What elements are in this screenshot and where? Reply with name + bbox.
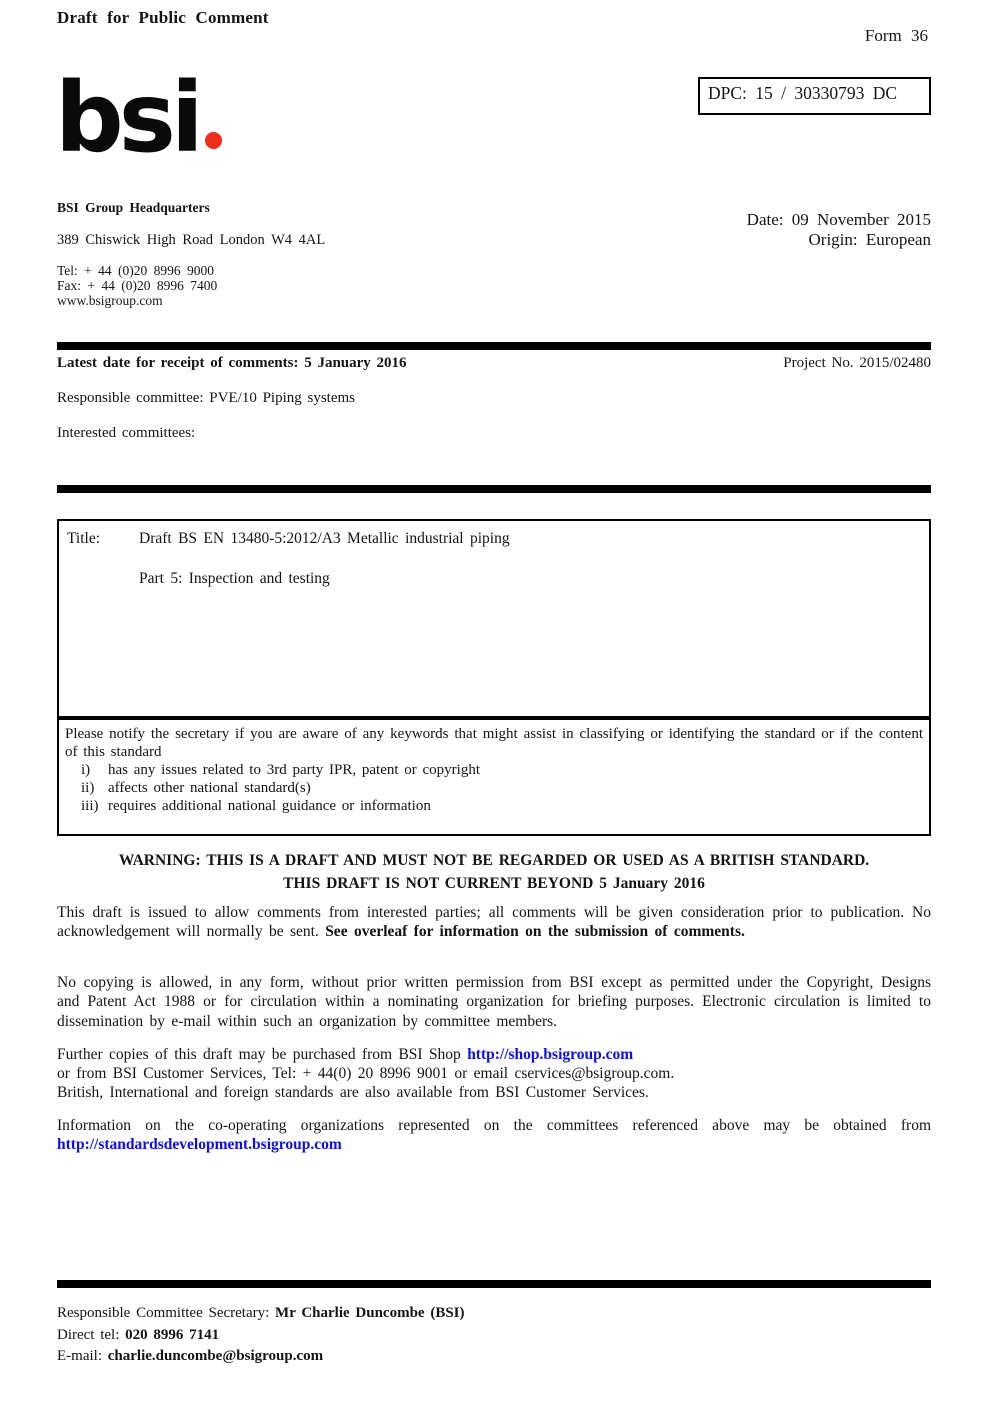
paragraph-further-copies-line3: British, International and foreign standards are also available from BSI Customer Services. — [57, 1083, 649, 1101]
page-title: Draft for Public Comment — [57, 8, 269, 27]
org-fax: Fax: + 44 (0)20 8996 7400 — [57, 278, 218, 293]
paragraph-further-copies-line2: or from BSI Customer Services, Tel: + 44(0) 20 8996 9001 or email cservices@bsigroup.com. — [57, 1064, 675, 1082]
footer-contact-block — [57, 1303, 465, 1368]
org-tel: Tel: + 44 (0)20 8996 9000 — [57, 263, 215, 278]
org-name: BSI Group Headquarters — [57, 200, 210, 215]
divider-bar-middle — [57, 485, 931, 493]
divider-bar-bottom — [57, 1280, 931, 1288]
standard-title-line2: Part 5: Inspection and testing — [139, 570, 330, 587]
title-label: Title: — [67, 530, 101, 547]
footer-tel-line — [57, 1325, 465, 1347]
warning-line2: THIS DRAFT IS NOT CURRENT BEYOND 5 January 2016 — [283, 875, 705, 892]
paragraph-draft-issued-bold: See overleaf for information on the submission of comments. — [325, 923, 745, 941]
direct-tel-value: 020 8996 7141 — [125, 1326, 220, 1343]
warning-notice — [57, 849, 931, 895]
document-date: Date: 09 November 2015 — [746, 210, 931, 229]
date-origin-block — [747, 210, 931, 250]
responsible-committee: Responsible committee: PVE/10 Piping systems — [57, 390, 355, 406]
bsi-logo-text: bsi — [55, 62, 199, 174]
keywords-intro: Please notify the secretary if you are aware of any keywords that might assist in classifying or identifying the standard or if the content of this standard — [65, 726, 923, 760]
org-website: www.bsigroup.com — [57, 293, 163, 308]
keywords-item-i — [81, 761, 923, 779]
dpc-number: DPC: 15 / 30330793 DC — [708, 83, 898, 103]
dpc-number-box — [698, 77, 931, 115]
keywords-item-i-marker: i) — [81, 762, 91, 778]
secretary-name: Mr Charlie Duncombe (BSI) — [275, 1305, 465, 1321]
footer-email-line — [57, 1346, 465, 1368]
latest-date-label: Latest date for receipt of comments: 5 January 2016 — [57, 355, 407, 371]
secretary-label: Responsible Committee Secretary: — [57, 1305, 276, 1321]
interested-committees: Interested committees: — [57, 425, 196, 441]
paragraph-draft-issued — [57, 903, 931, 942]
paragraph-no-copying: No copying is allowed, in any form, without prior written permission from BSI except as permitted under the Copyright, Designs and Patent Act 1988 or for circulation within a nominating organization for briefing purposes. Electronic circulation is limited to dissemination by e-mail within such an organization by committee members. — [57, 974, 931, 1030]
email-label: E-mail: — [57, 1348, 108, 1364]
cooperating-orgs-text: Information on the co-operating organizations represented on the committees referenced above may be obtained from — [57, 1117, 931, 1134]
org-street: 389 Chiswick High Road London W4 4AL — [57, 232, 326, 248]
divider-bar-top — [57, 342, 931, 350]
bsi-logo — [55, 62, 222, 174]
warning-line1: WARNING: THIS IS A DRAFT AND MUST NOT BE REGARDED OR USED AS A BRITISH STANDARD. — [118, 852, 870, 869]
address-block — [57, 200, 325, 308]
direct-tel-label: Direct tel: — [57, 1326, 126, 1343]
keywords-item-i-text: has any issues related to 3rd party IPR, patent or copyright — [108, 762, 481, 778]
paragraph-further-copies — [57, 1046, 931, 1102]
keywords-item-ii — [81, 779, 923, 797]
form-number: Form 36 — [864, 26, 928, 45]
standard-title-line1: Draft BS EN 13480-5:2012/A3 Metallic industrial piping — [139, 530, 510, 547]
bsi-logo-dot — [205, 132, 222, 149]
email-value: charlie.duncombe@bsigroup.com — [107, 1348, 324, 1364]
keywords-box — [57, 718, 931, 836]
standards-development-link[interactable]: http://standardsdevelopment.bsigroup.com — [57, 1136, 342, 1154]
paragraph-draft-issued-text: This draft is issued to allow comments from interested parties; all comments will be given consideration prior to publication. No acknowledgement will normally be sent. — [57, 904, 931, 941]
further-copies-prefix: Further copies of this draft may be purchased from BSI Shop — [57, 1046, 468, 1063]
standard-title — [139, 530, 510, 588]
paragraph-further-copies-line1 — [57, 1046, 931, 1065]
bsi-shop-link[interactable]: http://shop.bsigroup.com — [467, 1046, 634, 1063]
paragraph-cooperating-orgs — [57, 1116, 931, 1155]
comments-deadline-row — [57, 355, 931, 372]
project-number: Project No. 2015/02480 — [783, 355, 931, 371]
keywords-item-iii — [81, 797, 923, 815]
footer-secretary-line — [57, 1303, 465, 1325]
document-origin: Origin: European — [808, 230, 931, 249]
keywords-item-ii-marker: ii) — [81, 780, 95, 796]
keywords-item-ii-text: affects other national standard(s) — [108, 780, 311, 796]
keywords-item-iii-marker: iii) — [81, 798, 99, 814]
title-box — [57, 519, 931, 718]
keywords-item-iii-text: requires additional national guidance or information — [108, 798, 431, 814]
